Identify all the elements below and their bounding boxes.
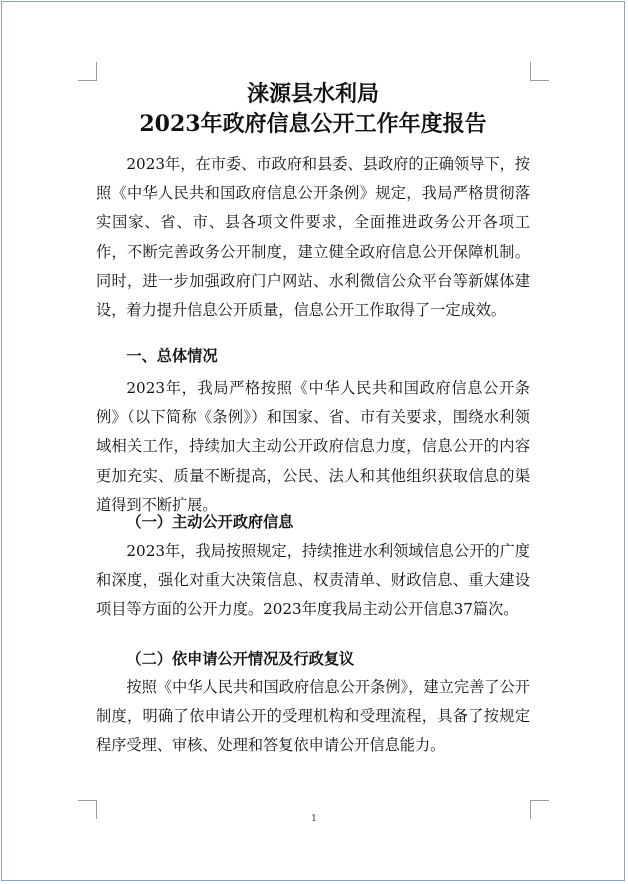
section1-heading: 一、总体情况	[126, 347, 218, 365]
page-number: 1	[311, 814, 317, 824]
crop-mark-top-left	[78, 62, 97, 81]
subsection2-paragraph: 按照《中华人民共和国政府信息公开条例》，建立完善了公开制度，明确了依申请公开的受理机构和受理流程，具备了按规定程序受理、审核、处理和答复依申请公开信息能力。	[96, 678, 530, 755]
subsection1-heading: （一）主动公开政府信息	[126, 513, 294, 531]
subsection1-paragraph: 2023年，我局按照规定，持续推进水利领域信息公开的广度和深度，强化对重大决策信息、权责清单、财政信息、重大建设项目等方面的公开力度。2023年度我局主动公开信息37篇次。	[96, 542, 530, 619]
crop-mark-bottom-right	[530, 800, 549, 819]
document-title-line2: 2023年政府信息公开工作年度报告	[139, 111, 487, 137]
section1-paragraph: 2023年，我局严格按照《中华人民共和国政府信息公开条例》（以下简称《条例》）和国家、省、市有关要求，围绕水利领域相关工作，持续加大主动公开政府信息力度，信息公开的内容更加充实、质量不断提高，公民、法人和其他组织获取信息的渠道得到不断扩展。	[96, 379, 530, 514]
subsection2-heading: （二）依申请公开情况及行政复议	[126, 650, 355, 668]
intro-paragraph: 2023年，在市委、市政府和县委、县政府的正确领导下，按照《中华人民共和国政府信息公开条例》规定，我局严格贯彻落实国家、省、市、县各项文件要求，全面推进政务公开各项工作，不断完善政务公开制度，建立健全政府信息公开保障机制。同时，进一步加强政府门户网站、水利微信公众平台等新媒体建设，着力提升信息公开质量，信息公开工作取得了一定成效。	[96, 155, 530, 320]
crop-mark-bottom-left	[78, 800, 97, 819]
document-title-line1: 涞源县水利局	[246, 81, 379, 107]
crop-mark-top-right	[530, 62, 549, 81]
